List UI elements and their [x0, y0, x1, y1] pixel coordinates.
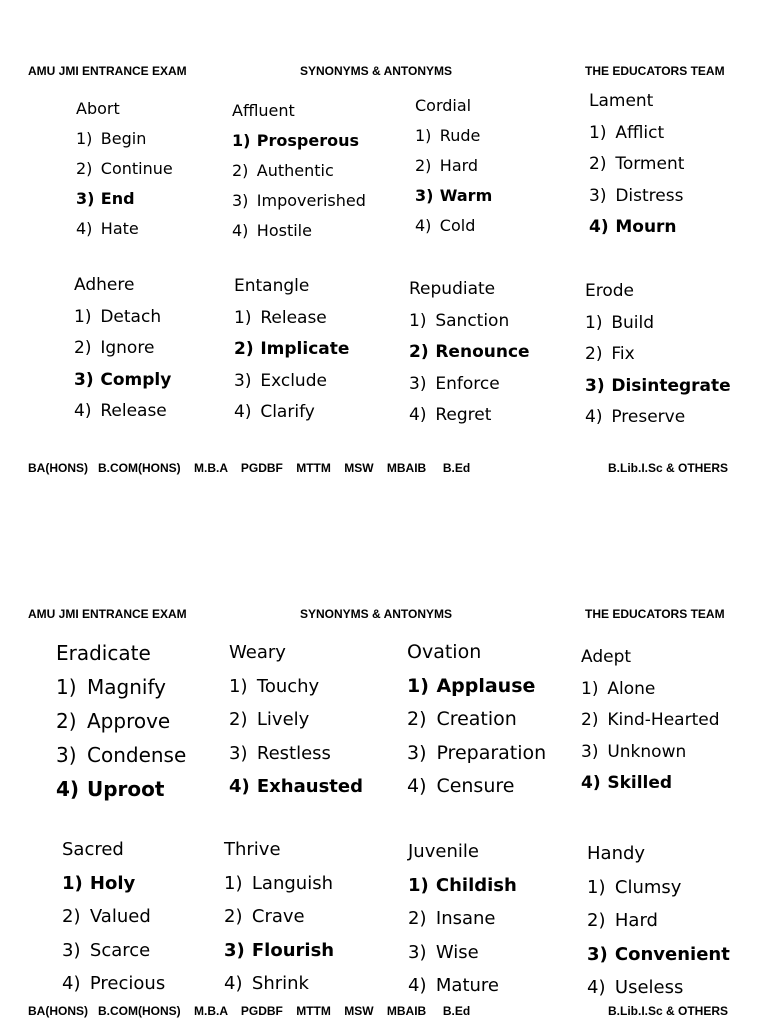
option-text: Scarce	[89, 939, 151, 961]
option-text: Unknown	[607, 741, 687, 762]
option-number: 1)	[56, 675, 77, 699]
option-text: Lively	[256, 709, 310, 730]
question-block	[585, 276, 731, 434]
option-number: 3)	[62, 939, 81, 961]
option-text: Exhausted	[256, 776, 363, 797]
option-text: Hostile	[256, 221, 312, 240]
question-word: Abort	[76, 99, 120, 118]
option-number: 2)	[76, 159, 93, 178]
option	[232, 156, 366, 186]
option-number: 4)	[581, 773, 601, 793]
option	[585, 308, 731, 340]
option	[76, 154, 173, 184]
option-number: 4)	[585, 407, 603, 427]
option-text: Childish	[435, 874, 517, 896]
option-number: 1)	[589, 122, 607, 143]
option-text: Ignore	[100, 338, 155, 358]
answer-option	[585, 371, 731, 403]
option-text: Distress	[615, 185, 684, 206]
header-topic: SYNONYMS & ANTONYMS	[300, 607, 453, 621]
option-number: 4)	[62, 973, 81, 994]
option	[224, 967, 334, 1001]
option-number: 4)	[415, 216, 432, 235]
header-exam-title: AMU JMI ENTRANCE EXAM	[28, 64, 187, 78]
question-block	[229, 636, 363, 804]
header-topic: SYNONYMS & ANTONYMS	[300, 64, 453, 78]
option	[232, 186, 366, 216]
option-text: Shrink	[251, 973, 309, 994]
option	[62, 900, 165, 934]
option-text: Comply	[100, 369, 172, 390]
option-text: Useless	[614, 977, 684, 998]
option-text: Alone	[607, 678, 656, 699]
option-number: 2)	[581, 710, 599, 730]
question-block	[408, 835, 517, 1003]
option-text: Insane	[435, 908, 496, 929]
question-word: Thrive	[224, 839, 281, 860]
option-text: Uproot	[87, 777, 165, 801]
answer-option	[589, 212, 684, 244]
question-word: Entangle	[234, 276, 310, 296]
option-number: 4)	[232, 221, 249, 240]
question-word: Erode	[585, 281, 635, 301]
option-text: Enforce	[435, 373, 500, 394]
option	[409, 400, 530, 432]
footer-courses: BA(HONS) B.COM(HONS) M.B.A PGDBF MTTM MSW MBAIB B.Ed	[28, 461, 471, 475]
option	[415, 151, 492, 181]
option-number: 3)	[224, 939, 245, 961]
option-number: 3)	[589, 185, 607, 206]
option-text: Magnify	[87, 675, 166, 699]
option-text: Prosperous	[256, 131, 360, 150]
option-number: 3)	[415, 186, 434, 205]
option-number: 3)	[234, 370, 252, 391]
question-word: Cordial	[415, 96, 472, 115]
option-number: 2)	[56, 709, 77, 733]
question-block	[234, 271, 349, 429]
question-block	[589, 86, 684, 244]
option	[581, 737, 719, 769]
question-word: Lament	[589, 91, 654, 111]
option	[589, 118, 684, 150]
option	[408, 936, 517, 970]
option-number: 3)	[407, 741, 427, 764]
option	[407, 737, 546, 771]
question-word: Adhere	[74, 275, 135, 295]
option	[415, 211, 492, 241]
option-number: 2)	[585, 344, 603, 364]
answer-option	[224, 934, 334, 968]
option	[229, 703, 363, 737]
option-number: 3)	[581, 741, 599, 762]
option-text: Crave	[251, 906, 305, 927]
option	[587, 971, 730, 1005]
option-text: Mourn	[615, 217, 677, 237]
option-number: 3)	[585, 375, 605, 396]
answer-option	[408, 869, 517, 903]
option-text: Regret	[435, 405, 492, 425]
option-number: 2)	[408, 908, 427, 929]
option	[587, 904, 730, 938]
option	[56, 670, 186, 704]
option-number: 2)	[407, 708, 427, 730]
option-text: Kind-Hearted	[607, 710, 720, 730]
option-number: 3)	[587, 943, 608, 965]
footer-others: B.Lib.I.Sc & OTHERS	[608, 461, 729, 475]
option	[224, 867, 334, 901]
option	[56, 704, 186, 738]
option	[585, 402, 731, 434]
option-number: 4)	[234, 402, 252, 422]
option-text: End	[100, 189, 135, 208]
option-number: 1)	[76, 129, 93, 148]
option-text: Disintegrate	[611, 375, 731, 396]
option-text: Censure	[436, 775, 515, 797]
answer-option	[409, 337, 530, 369]
option-text: Cold	[439, 216, 476, 235]
question-word: Affluent	[232, 101, 295, 120]
question-word: Sacred	[62, 839, 124, 860]
option	[76, 124, 173, 154]
answer-option	[415, 181, 492, 211]
option	[234, 366, 349, 398]
option-number: 2)	[409, 342, 429, 362]
question-block	[56, 636, 186, 806]
option-number: 2)	[74, 338, 92, 358]
option-number: 4)	[224, 973, 243, 994]
answer-option	[56, 772, 186, 806]
option-number: 2)	[587, 910, 606, 931]
question-word: Ovation	[407, 641, 482, 663]
question-word: Handy	[587, 843, 646, 864]
option-number: 4)	[407, 775, 427, 797]
option-number: 2)	[232, 161, 249, 180]
option-text: Authentic	[256, 161, 334, 180]
option-text: Precious	[89, 973, 166, 994]
option-number: 3)	[76, 189, 95, 208]
answer-option	[232, 126, 366, 156]
question-block	[415, 91, 492, 241]
option-number: 3)	[408, 941, 427, 963]
option	[62, 967, 165, 1001]
option-text: Rude	[439, 126, 481, 145]
option-text: Approve	[87, 709, 171, 733]
option-text: Creation	[436, 708, 517, 730]
option-number: 4)	[76, 219, 93, 238]
option	[407, 770, 546, 804]
option	[581, 705, 719, 737]
option	[74, 396, 171, 428]
option-text: Torment	[615, 154, 685, 174]
question-block	[74, 270, 171, 428]
option-text: Applause	[436, 674, 536, 697]
option-text: Condense	[87, 743, 187, 767]
option	[589, 181, 684, 213]
option-number: 3)	[74, 369, 94, 390]
option-text: Wise	[435, 941, 479, 963]
answer-option	[62, 867, 165, 901]
option	[229, 670, 363, 704]
question-word: Eradicate	[56, 641, 151, 665]
option	[74, 333, 171, 365]
option-number: 4)	[74, 401, 92, 421]
answer-option	[74, 365, 171, 397]
option-number: 1)	[415, 126, 432, 145]
option-text: Fix	[611, 344, 635, 364]
question-word: Juvenile	[408, 841, 479, 862]
option-text: Preserve	[611, 407, 686, 427]
answer-option	[407, 670, 546, 704]
option-text: Impoverished	[256, 191, 366, 210]
option-number: 1)	[407, 674, 429, 697]
option	[232, 216, 366, 246]
option-text: Preparation	[436, 741, 547, 764]
option	[585, 339, 731, 371]
option-number: 3)	[56, 743, 77, 767]
option-text: Renounce	[435, 342, 530, 362]
question-block	[407, 636, 546, 804]
header-team: THE EDUCATORS TEAM	[585, 64, 725, 78]
option-text: Clumsy	[614, 876, 682, 898]
option-text: Touchy	[256, 675, 320, 697]
option	[409, 306, 530, 338]
option	[62, 934, 165, 968]
option-text: Continue	[100, 159, 173, 178]
option-text: Afflict	[615, 122, 665, 143]
option-text: Flourish	[251, 939, 335, 961]
option-number: 1)	[74, 306, 92, 327]
question-word: Adept	[581, 647, 632, 667]
option-text: Implicate	[260, 339, 350, 359]
option-number: 1)	[581, 678, 599, 699]
option	[408, 969, 517, 1003]
question-block	[409, 274, 530, 432]
option-text: Exclude	[260, 370, 327, 391]
option-text: Languish	[251, 872, 333, 894]
option-number: 1)	[585, 312, 603, 333]
option-number: 2)	[234, 339, 254, 359]
option	[415, 121, 492, 151]
option-text: Skilled	[607, 773, 673, 793]
option-number: 1)	[587, 876, 606, 898]
option	[76, 214, 173, 244]
option-number: 1)	[224, 872, 243, 894]
question-block	[232, 96, 366, 246]
option-text: Clarify	[260, 402, 315, 422]
footer-courses: BA(HONS) B.COM(HONS) M.B.A PGDBF MTTM MSW MBAIB B.Ed	[28, 1004, 471, 1018]
option	[234, 303, 349, 335]
option	[587, 871, 730, 905]
option-number: 2)	[229, 709, 248, 730]
option	[229, 737, 363, 771]
answer-option	[76, 184, 173, 214]
question-block	[581, 642, 719, 800]
option-number: 4)	[229, 776, 250, 797]
option	[581, 674, 719, 706]
option	[409, 369, 530, 401]
option-number: 4)	[589, 217, 609, 237]
header-team: THE EDUCATORS TEAM	[585, 607, 725, 621]
option-text: Release	[260, 307, 327, 328]
option-text: Mature	[435, 975, 499, 996]
option	[224, 900, 334, 934]
option-number: 1)	[408, 874, 429, 896]
option-number: 2)	[589, 154, 607, 174]
question-block	[587, 837, 730, 1005]
option-number: 1)	[234, 307, 252, 328]
question-word: Weary	[229, 642, 286, 663]
option	[234, 397, 349, 429]
option-text: Hard	[439, 156, 479, 175]
option-number: 2)	[415, 156, 432, 175]
question-block	[76, 94, 173, 244]
option-text: Begin	[100, 129, 147, 148]
option-text: Build	[611, 312, 655, 333]
question-word: Repudiate	[409, 279, 496, 299]
footer-others: B.Lib.I.Sc & OTHERS	[608, 1004, 729, 1018]
option-number: 3)	[232, 191, 249, 210]
option-text: Sanction	[435, 310, 510, 331]
option-text: Detach	[100, 306, 162, 327]
answer-option	[581, 768, 719, 800]
option-number: 4)	[409, 405, 427, 425]
option-number: 4)	[587, 977, 606, 998]
option	[407, 703, 546, 737]
option-text: Warm	[439, 186, 493, 205]
option-number: 1)	[409, 310, 427, 331]
question-block	[62, 833, 165, 1001]
option-text: Hard	[614, 910, 658, 931]
option-text: Holy	[89, 872, 136, 894]
header-exam-title: AMU JMI ENTRANCE EXAM	[28, 607, 187, 621]
option	[56, 738, 186, 772]
option-number: 4)	[56, 777, 80, 801]
option	[408, 902, 517, 936]
option-text: Restless	[256, 742, 331, 764]
option-number: 2)	[224, 906, 243, 927]
option-number: 3)	[409, 373, 427, 394]
option-number: 1)	[229, 675, 248, 697]
option-text: Convenient	[614, 943, 730, 965]
answer-option	[587, 938, 730, 972]
option-number: 1)	[232, 131, 251, 150]
option-text: Release	[100, 401, 167, 421]
option-number: 3)	[229, 742, 248, 764]
option-text: Valued	[89, 906, 151, 927]
option-number: 4)	[408, 975, 427, 996]
option	[589, 149, 684, 181]
option-text: Hate	[100, 219, 139, 238]
answer-option	[234, 334, 349, 366]
question-block	[224, 833, 334, 1001]
option-number: 2)	[62, 906, 81, 927]
option-number: 1)	[62, 872, 83, 894]
answer-option	[229, 770, 363, 804]
option	[74, 302, 171, 334]
